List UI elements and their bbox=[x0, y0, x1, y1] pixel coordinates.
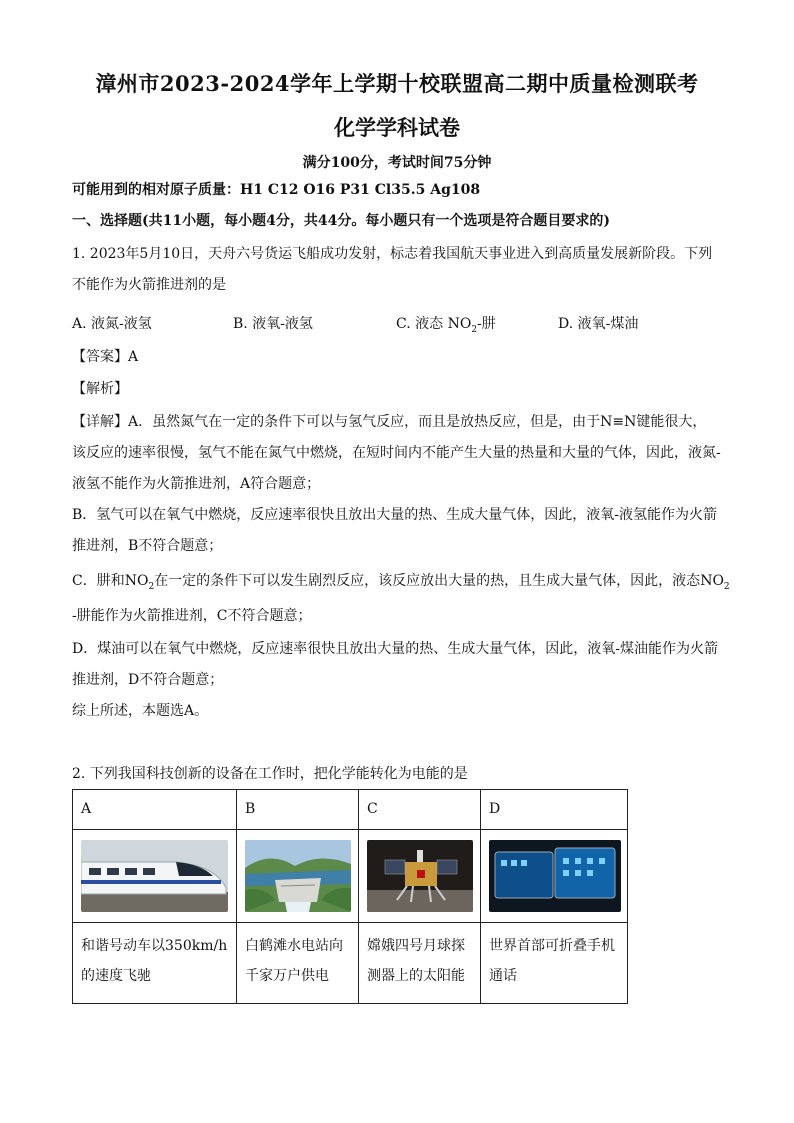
subject-title: 化学学科试卷 bbox=[334, 115, 460, 140]
col-d-image-cell bbox=[481, 830, 628, 923]
q1-detail-line4: B．氢气可以在氧气中燃烧，反应速率很快且放出大量的热、生成大量气体，因此，液氧-液氢能作为火箭 bbox=[72, 507, 718, 523]
exam-title: 漳州市2023-2024学年上学期十校联盟高二期中质量检测联考 bbox=[95, 71, 699, 96]
q1-detail-line3: 液氢不能作为火箭推进剂，A符合题意； bbox=[72, 476, 321, 492]
q1-answer bbox=[72, 347, 732, 367]
q1-option-c-text: C. 液态 bbox=[396, 316, 444, 332]
high-speed-train-icon bbox=[81, 840, 228, 912]
q1-detail-line10: 综上所述，本题选A。 bbox=[72, 703, 209, 719]
col-c-description: 嫦娥四号月球探测器上的太阳能 bbox=[359, 923, 481, 1004]
no2-formula: NO bbox=[124, 573, 149, 589]
detail-line6-middle: 在一定的条件下可以发生剧烈反应，该反应放出大量的热，且生成大量气体，因此，液态 bbox=[154, 573, 701, 589]
col-b-image-cell bbox=[237, 830, 359, 923]
q1-option-c-suffix: -肼 bbox=[477, 316, 496, 332]
foldable-phone-icon bbox=[489, 840, 621, 912]
section-heading: 一、选择题(共11小题，每小题4分，共44分。每小题只有一个选项是符合题目要求的) bbox=[72, 213, 610, 229]
q2-options-table bbox=[72, 789, 628, 1004]
q1-stem-line1: 1. 2023年5月10日，天舟六号货运飞船成功发射，标志着我国航天事业进入到高质量发展新阶段。下列 bbox=[72, 246, 713, 262]
no2-subscript: 2 bbox=[148, 581, 155, 592]
q1-detail-line7: -肼能作为火箭推进剂，C不符合题意； bbox=[72, 608, 312, 624]
no2-subscript-2: 2 bbox=[723, 581, 730, 592]
answer-value: A bbox=[128, 349, 139, 365]
hydropower-dam-icon bbox=[245, 840, 351, 912]
q1-detail-line2: 该反应的速率很慢，氢气不能在氮气中燃烧，在短时间内不能产生大量的热量和大量的气体，因此，液氮- bbox=[72, 445, 721, 461]
col-d-description: 世界首部可折叠手机通话 bbox=[481, 923, 628, 1004]
col-a-description: 和谐号动车以350km/h的速度飞驰 bbox=[73, 923, 237, 1004]
detail-line6-start: C．肼和 bbox=[72, 573, 125, 589]
answer-label: 【答案】 bbox=[72, 349, 128, 365]
score-time-note: 满分100分，考试时间75分钟 bbox=[302, 155, 492, 171]
col-b-letter: B bbox=[237, 790, 359, 830]
col-d-letter: D bbox=[481, 790, 628, 830]
atomic-mass-line: 可能用到的相对原子质量：H1 C12 O16 P31 Cl35.5 Ag108 bbox=[72, 182, 481, 198]
q1-detail-line5: 推进剂，B不符合题意； bbox=[72, 538, 223, 554]
no2-formula-2: NO bbox=[700, 573, 724, 589]
q1-detail-line9: 推进剂，D不符合题意； bbox=[72, 672, 224, 688]
q1-option-c bbox=[396, 313, 496, 335]
q1-detail-line6 bbox=[72, 571, 732, 597]
col-c-letter: C bbox=[359, 790, 481, 830]
col-b-description: 白鹤滩水电站向千家万户供电 bbox=[237, 923, 359, 1004]
col-a-letter: A bbox=[73, 790, 237, 830]
q1-option-c-formula: NO bbox=[447, 316, 472, 332]
q1-option-c-subscript: 2 bbox=[471, 324, 478, 335]
q1-detail-line1: 【详解】A．虽然氮气在一定的条件下可以与氢气反应，而且是放热反应，但是，由于N≡N键能很大， bbox=[72, 414, 707, 430]
q1-option-a: A. 液氮-液氢 bbox=[72, 316, 152, 332]
q1-analysis-label: 【解析】 bbox=[72, 381, 128, 397]
col-a-image-cell bbox=[73, 830, 237, 923]
q1-option-b: B. 液氧-液氢 bbox=[233, 316, 313, 332]
q2-stem: 2. 下列我国科技创新的设备在工作时，把化学能转化为电能的是 bbox=[72, 766, 468, 782]
q1-stem-line2: 不能作为火箭推进剂的是 bbox=[72, 277, 226, 293]
q1-detail-line8: D．煤油可以在氧气中燃烧，反应速率很快且放出大量的热、生成大量气体，因此，液氧-煤油能作为火箭 bbox=[72, 641, 718, 657]
lunar-probe-icon bbox=[367, 840, 473, 912]
col-c-image-cell bbox=[359, 830, 481, 923]
q1-option-d: D. 液氧-煤油 bbox=[558, 316, 639, 332]
